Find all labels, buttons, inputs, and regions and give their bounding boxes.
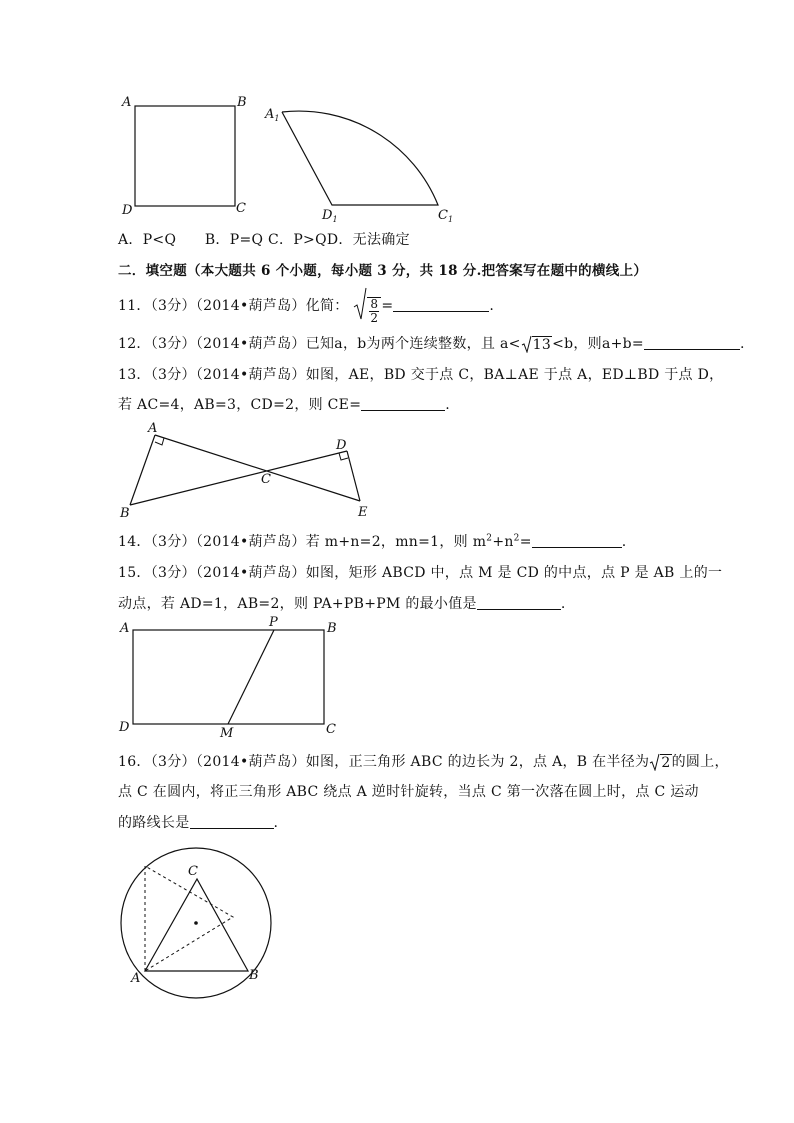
label-q15-a: A (120, 621, 130, 636)
question-14 (118, 531, 627, 551)
q16-sqrt (649, 753, 671, 771)
q16-prefix: 16．（3分）（2014•葫芦岛）如图，正三角形 ABC 的边长为 2，点 A，B 在半径为 (118, 754, 650, 770)
question-16-line-1 (118, 751, 729, 771)
question-15-line-1: 15．（3分）（2014•葫芦岛）如图，矩形 ABCD 中，点 M 是 CD 的中点，点 P 是 AB 上的一 (118, 565, 723, 581)
q11-numerator: 8 (370, 297, 379, 311)
q16-figure (115, 840, 285, 1000)
q15-figure (112, 615, 352, 740)
label-q15-d: D (119, 720, 130, 735)
section-2-heading: 二．填空题（本大题共 6 个小题，每小题 3 分，共 18 分.把答案写在题中的横线上） (118, 263, 648, 279)
q15-answer-blank[interactable] (477, 595, 561, 610)
q13-period: . (445, 397, 450, 413)
square-abcd (135, 106, 235, 206)
label-sector-a1: $A_1$ (265, 107, 280, 123)
label-q16-c: C (188, 864, 198, 879)
q12-middle: <b，则a+b= (552, 336, 644, 352)
question-15-line-2 (118, 593, 566, 613)
q12-answer-blank[interactable] (644, 335, 740, 350)
segment-pm (228, 630, 274, 724)
label-q15-c: C (326, 722, 336, 737)
q10-figure (110, 92, 460, 222)
q11-sqrt-fraction (353, 287, 381, 325)
label-q15-b: B (327, 621, 337, 636)
q13-answer-blank[interactable] (361, 396, 445, 411)
question-16-line-3 (118, 812, 278, 832)
q10-options: A．P<Q B．P=Q C．P>QD．无法确定 (118, 232, 410, 248)
q14-plus-n: +n (492, 534, 514, 550)
label-sector-c1: $C_1$ (438, 208, 454, 222)
q11-denominator: 2 (370, 311, 379, 325)
label-square-d: D (122, 203, 133, 218)
rotated-triangle (145, 866, 233, 971)
q12-sqrt (521, 335, 552, 353)
q11-prefix: 11．（3分）（2014•葫芦岛）化简： (118, 298, 349, 314)
circle-center (194, 921, 198, 925)
question-11 (118, 287, 494, 325)
label-square-b: B (237, 95, 247, 110)
q12-prefix: 12．（3分）（2014•葫芦岛）已知a，b为两个连续整数，且 a< (118, 336, 521, 352)
q11-answer-blank[interactable] (393, 297, 489, 312)
label-sector-d1: $D_1$ (322, 208, 338, 222)
q14-sup-1: 2 (486, 533, 493, 544)
triangle-abc (145, 879, 248, 971)
label-q16-b: B (249, 968, 259, 983)
label-q13-c: C (261, 472, 271, 487)
label-square-c: C (236, 201, 246, 216)
q13-figure (112, 420, 382, 520)
q14-period: . (621, 534, 627, 550)
q16-suffix: 的圆上， (671, 754, 729, 770)
q14-equals: = (519, 534, 532, 550)
label-q16-a: A (131, 971, 141, 986)
label-q15-m: M (220, 726, 234, 740)
q13-prefix: 若 AC=4，AB=3，CD=2，则 CE= (118, 397, 362, 413)
q15-prefix: 动点，若 AD=1，AB=2，则 PA+PB+PM 的最小值是 (118, 596, 477, 612)
q14-prefix: 14．（3分）（2014•葫芦岛）若 m+n=2，mn=1，则 m (118, 534, 487, 550)
rectangle-abcd (133, 630, 324, 724)
question-12 (118, 333, 745, 353)
q12-radicand: 13 (532, 337, 552, 353)
label-q13-d: D (336, 438, 347, 453)
q16-period: . (273, 815, 279, 831)
q16-radicand: 2 (661, 755, 671, 771)
question-13-line-1: 13．（3分）（2014•葫芦岛）如图，AE，BD 交于点 C，BA⊥AE 于点 A，ED⊥BD 于点 D， (118, 367, 724, 383)
q15-period: . (560, 596, 566, 612)
q12-period: . (739, 336, 745, 352)
q11-period: . (489, 298, 495, 314)
label-q13-b: B (120, 506, 130, 520)
label-q13-e: E (358, 505, 368, 520)
q16-answer-blank[interactable] (190, 814, 274, 829)
q14-sup-2: 2 (513, 533, 520, 544)
label-q13-a: A (148, 421, 158, 436)
label-square-a: A (122, 95, 132, 110)
q11-equals: = (381, 298, 394, 314)
question-13-line-2 (118, 394, 450, 414)
label-q15-p: P (269, 615, 278, 630)
q14-answer-blank[interactable] (532, 533, 622, 548)
question-16-line-2: 点 C 在圆内，将正三角形 ABC 绕点 A 逆时针旋转，当点 C 第一次落在圆上时，点 C 运动 (118, 784, 699, 800)
sector-a1d1c1 (282, 111, 438, 205)
q16-prefix-3: 的路线长是 (118, 815, 190, 831)
